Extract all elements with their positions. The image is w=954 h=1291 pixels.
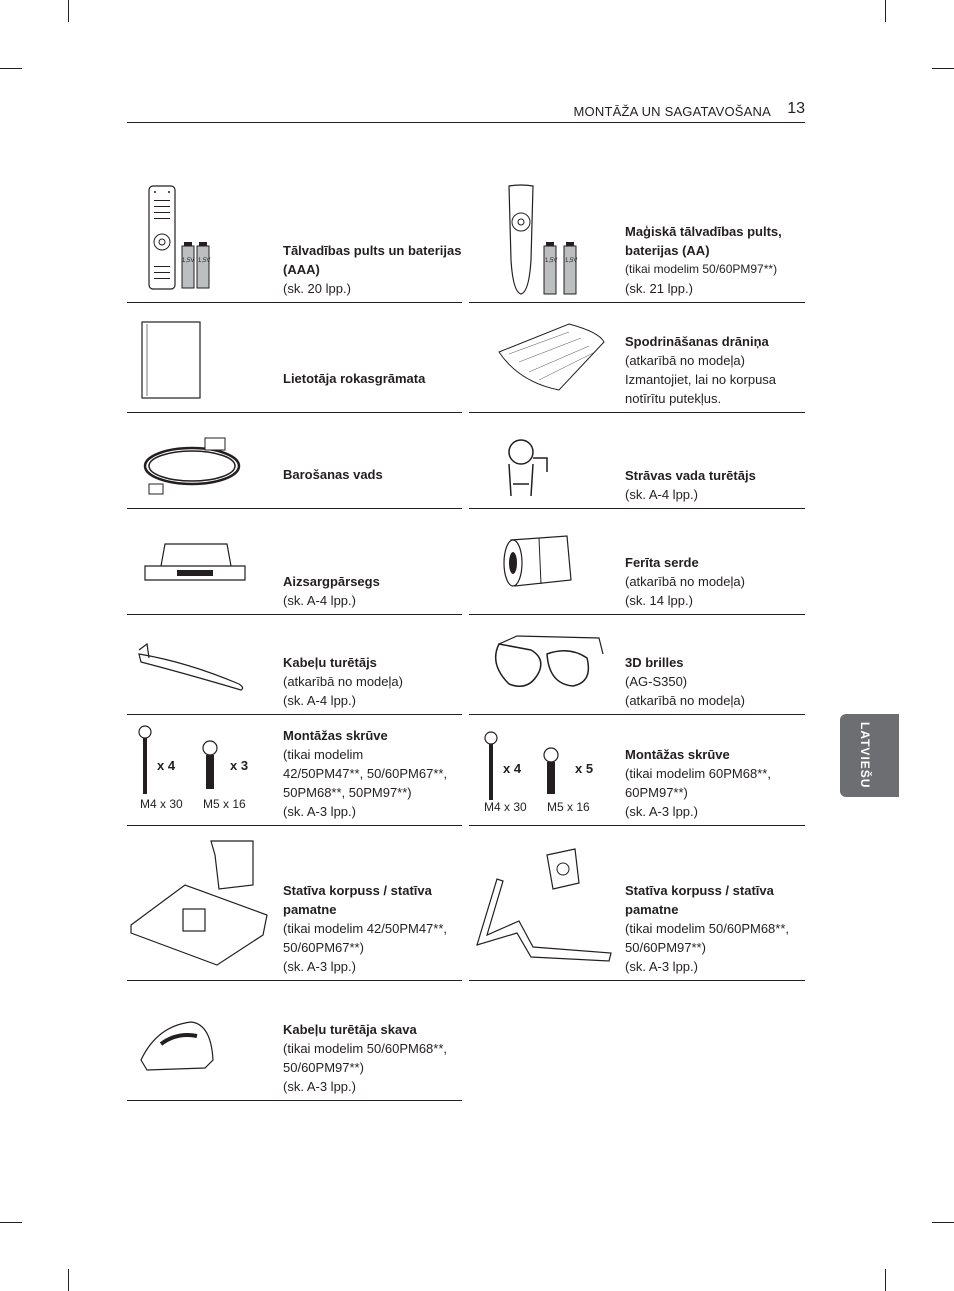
item-title: Tālvadības pults un baterijas (AAA) xyxy=(283,243,462,277)
item-note: (tikai modelim 50/60PM68**, xyxy=(625,921,790,936)
crop-mark xyxy=(932,1222,954,1223)
item-note: (tikai modelim 60PM68**, xyxy=(625,766,771,781)
item-note: (atkarībā no modeļa) xyxy=(625,693,745,708)
accessory-item xyxy=(127,614,462,715)
item-title: Lietotāja rokasgrāmata xyxy=(283,371,426,386)
item-note: (sk. A-3 lpp.) xyxy=(283,804,356,819)
screw-size: M4 x 30 xyxy=(484,800,527,814)
crop-mark xyxy=(932,68,954,69)
item-title: Statīva korpuss / statīva pamatne xyxy=(283,883,432,917)
item-note: (tikai modelim 42/50PM47**, xyxy=(283,921,448,936)
item-note: 50/60PM97**) xyxy=(283,1060,364,1075)
item-title: Kabeļu turētājs xyxy=(283,655,377,670)
screw-qty: x 4 xyxy=(157,758,176,773)
item-note: (sk. A-3 lpp.) xyxy=(283,959,356,974)
accessory-item xyxy=(127,825,462,981)
item-note: (AG-S350) xyxy=(625,674,688,689)
item-note: (sk. A-4 lpp.) xyxy=(283,593,356,608)
item-note: (sk. A-3 lpp.) xyxy=(625,804,698,819)
item-title: 3D brilles xyxy=(625,655,684,670)
accessory-item xyxy=(127,412,462,509)
accessory-item xyxy=(469,302,805,413)
screw-size: M5 x 16 xyxy=(547,800,590,814)
accessory-item xyxy=(127,180,462,303)
item-note: 50/60PM97**) xyxy=(625,940,706,955)
screws-icon xyxy=(469,714,621,825)
item-title: Kabeļu turētāja skava xyxy=(283,1022,417,1037)
item-note: (sk. 14 lpp.) xyxy=(625,593,693,608)
item-note: (tikai modelim 50/60PM68**, xyxy=(283,1041,448,1056)
item-title: Montāžas skrūve xyxy=(283,728,388,743)
accessory-item xyxy=(469,508,805,615)
accessory-item xyxy=(469,180,805,303)
crop-mark xyxy=(0,1222,22,1223)
item-note: 50PM68**, 50PM97**) xyxy=(283,785,412,800)
item-title: Strāvas vada turētājs xyxy=(625,468,756,483)
battery-label: 1,5V xyxy=(198,258,211,264)
item-note: (sk. A-3 lpp.) xyxy=(625,959,698,974)
accessory-item xyxy=(127,302,462,413)
item-note: (sk. 21 lpp.) xyxy=(625,281,693,296)
item-note: (tikai modelim 50/60PM97**) xyxy=(625,262,778,276)
item-title: Maģiskā tālvadības pults, baterijas (AA) xyxy=(625,224,782,258)
crop-mark xyxy=(885,1269,886,1291)
language-tab xyxy=(840,714,899,797)
screw-size: M5 x 16 xyxy=(203,797,246,811)
accessory-item xyxy=(469,614,805,715)
page-header xyxy=(127,100,805,123)
crop-mark xyxy=(0,68,22,69)
item-title: Ferīta serde xyxy=(625,555,699,570)
item-note: (sk. 20 lpp.) xyxy=(283,281,351,296)
item-note: (sk. A-4 lpp.) xyxy=(625,487,698,502)
crop-mark xyxy=(68,1269,69,1291)
accessory-item xyxy=(127,980,462,1101)
item-note: 42/50PM47**, 50/60PM67**, xyxy=(283,766,448,781)
item-note: (tikai modelim xyxy=(283,747,364,762)
item-title: Montāžas skrūve xyxy=(625,747,730,762)
item-note: (sk. A-4 lpp.) xyxy=(283,693,356,708)
language-tab-label: LATVIEŠU xyxy=(858,722,872,789)
battery-label: 1,5V xyxy=(565,258,578,264)
item-note: (atkarībā no modeļa) xyxy=(625,574,745,589)
section-title: MONTĀŽA UN SAGATAVOŠANA xyxy=(573,104,771,119)
item-note: 60PM97**) xyxy=(625,785,688,800)
item-note: 50/60PM67**) xyxy=(283,940,364,955)
page-number: 13 xyxy=(787,100,805,117)
item-title: Statīva korpuss / statīva pamatne xyxy=(625,883,774,917)
accessory-item xyxy=(469,825,805,981)
item-note: Izmantojiet, lai no korpusa xyxy=(625,372,777,387)
item-note: notīrītu putekļus. xyxy=(625,391,722,406)
accessory-item xyxy=(127,508,462,615)
item-title: Barošanas vads xyxy=(283,467,383,482)
item-note: (atkarībā no modeļa) xyxy=(625,353,745,368)
accessory-item xyxy=(127,714,462,826)
battery-label: 1,5V xyxy=(545,258,558,264)
item-note: (sk. A-3 lpp.) xyxy=(283,1079,356,1094)
screw-qty: x 5 xyxy=(575,761,594,776)
screw-qty: x 4 xyxy=(503,761,522,776)
item-note: (atkarībā no modeļa) xyxy=(283,674,403,689)
accessory-item xyxy=(469,714,805,826)
crop-mark xyxy=(68,0,69,22)
item-title: Spodrināšanas drāniņa xyxy=(625,334,769,349)
item-title: Aizsargpārsegs xyxy=(283,574,380,589)
screw-qty: x 3 xyxy=(230,758,249,773)
screws-icon xyxy=(127,714,279,825)
battery-label: 1,5V xyxy=(182,258,195,264)
accessory-item xyxy=(469,412,805,509)
crop-mark xyxy=(885,0,886,22)
screw-size: M4 x 30 xyxy=(140,797,183,811)
